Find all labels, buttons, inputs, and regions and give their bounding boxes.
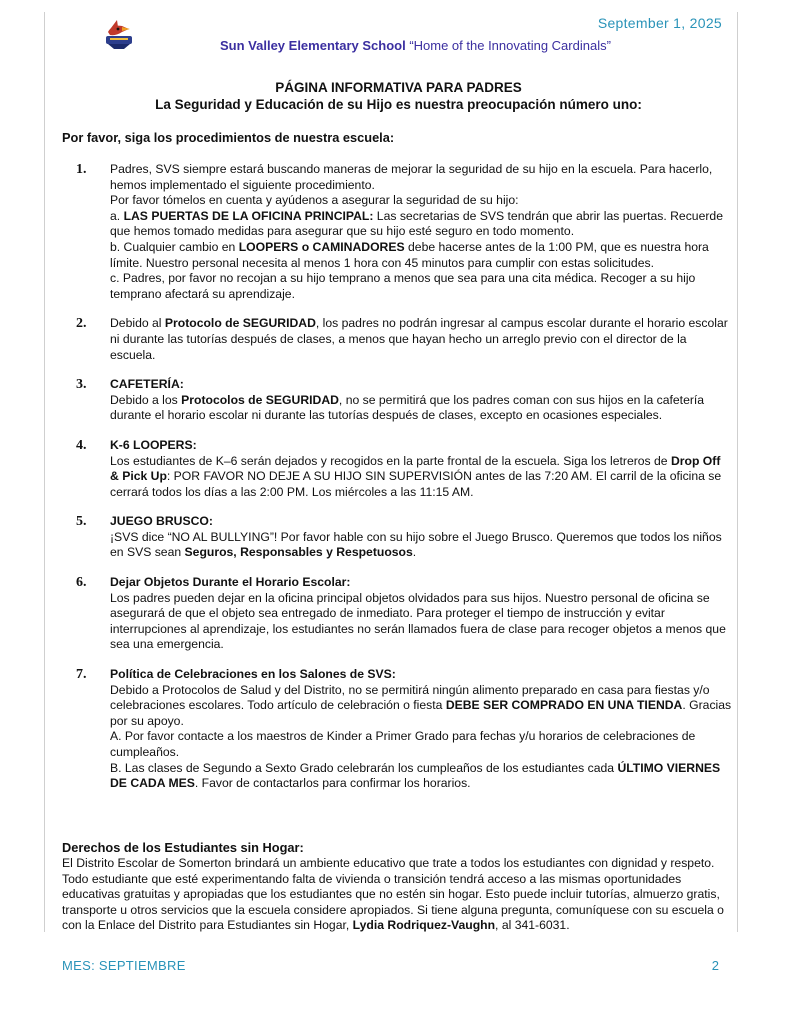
item-heading: Dejar Objetos Durante el Horario Escolar:: [110, 575, 351, 590]
item-text: Debido al Protocolo de SEGURIDAD, los padres no podrán ingresar al campus escolar durante el horario escolar ni durante las tutorías después de clases, a menos que hayan hecho un arreglo previo con el director de la escuela.: [110, 316, 728, 362]
item-body: [110, 377, 732, 424]
item-text: Debido a los Protocolos de SEGURIDAD, no se permitirá que los padres coman con sus hijos en la cafetería durante el horario escolar ni durante las tutorías después de clases, excepto en ocasiones especiales.: [110, 392, 705, 423]
item-sub-b: b. Cualquier cambio en LOOPERS o CAMINADORES debe hacerse antes de la 1:00 PM, que es nuestra hora límite. Nuestro personal necesita al menos 1 hora con 45 minutos para cumplir con estas solicitudes.: [110, 239, 709, 270]
item-number: 5.: [76, 514, 87, 530]
item-body: [110, 514, 732, 561]
item-heading: JUEGO BRUSCO:: [110, 514, 213, 529]
item-number: 1.: [76, 162, 87, 177]
list-item: [62, 438, 732, 500]
school-motto: “Home of the Innovating Cardinals”: [409, 38, 611, 53]
item-text: Padres, SVS siempre estará buscando maneras de mejorar la seguridad de su hijo en la escuela. Para hacerlo, hemos implementado el siguiente procedimiento.: [110, 162, 713, 192]
item-body: [110, 575, 732, 653]
item-body: [110, 316, 732, 363]
item-sub-a: A. Por favor contacte a los maestros de Kinder a Primer Grado para fechas y/u horarios de celebraciones de cumpleaños.: [110, 729, 696, 759]
footer-month: MES: SEPTIEMBRE: [62, 958, 186, 973]
header-date: September 1, 2025: [597, 15, 722, 31]
item-sub-a: a. LAS PUERTAS DE LA OFICINA PRINCIPAL: Las secretarias de SVS tendrán que abrir las puertas. Recuerde que hemos tomado medidas para asegurar que su hijo esté seguro en todo momento.: [110, 208, 723, 239]
contact-name: Lydia Rodriquez-Vaughn: [352, 918, 496, 933]
page-title: PÁGINA INFORMATIVA PARA PADRES: [275, 80, 522, 95]
list-item: [62, 667, 732, 792]
list-item: [62, 575, 732, 653]
page-subtitle: La Seguridad y Educación de su Hijo es nuestra preocupación número uno:: [155, 97, 642, 112]
item-sub-c: c. Padres, por favor no recojan a su hijo temprano a menos que sea para una cita médica. Recoger a su hijo temprano afectará su aprendizaje.: [110, 271, 696, 301]
item-number: 2.: [76, 316, 87, 332]
item-number: 3.: [76, 377, 87, 393]
item-text: Debido a Protocolos de Salud y del Distrito, no se permitirá ningún alimento preparado en casa para fiestas y/o celebraciones escolares. Todo artículo de celebración o fiesta DEBE SER COMPRADO EN UNA TIENDA. Gracias por su apoyo.: [110, 682, 732, 728]
school-header: [220, 38, 611, 53]
page-number: 2: [711, 958, 719, 973]
item-body: [110, 162, 732, 302]
list-item: [62, 316, 732, 363]
item-heading: CAFETERÍA:: [110, 377, 184, 392]
item-heading: K-6 LOOPERS:: [110, 437, 197, 452]
item-sub-b: B. Las clases de Segundo a Sexto Grado celebrarán los cumpleaños de los estudiantes cada ÚLTIMO VIERNES DE CADA MES. Favor de contactarlos para confirmar los horarios.: [110, 760, 721, 791]
left-margin-rule: [44, 12, 45, 932]
cardinal-logo: [102, 18, 136, 50]
homeless-text: El Distrito Escolar de Somerton brindará un ambiente educativo que trate a todos los estudiantes con dignidad y respeto. Todo estudiante que esté experimentando falta de vivienda o transición tendrá acceso a las mismas oportunidades educativas gratuitas y apropiadas que los estudiantes que no estén sin hogar. Esto puede incluir tutorías, almuerzo gratis, transporte u otros servicios que la escuela considere apropiados. Si tiene alguna pregunta, comuníquese con su escuela o con la Enlace del Distrito para Estudiantes sin Hogar, Lydia Rodriquez-Vaughn, al 341-6031.: [62, 856, 724, 933]
item-body: [110, 667, 732, 792]
item-body: [110, 438, 732, 500]
item-number: 4.: [76, 437, 87, 453]
list-item: [62, 514, 732, 561]
school-name: Sun Valley Elementary School: [220, 38, 406, 53]
right-margin-rule: [737, 12, 738, 932]
item-text: Por favor tómelos en cuenta y ayúdenos a asegurar la seguridad de su hijo:: [110, 193, 519, 208]
procedure-list: [62, 162, 732, 806]
intro-heading: Por favor, siga los procedimientos de nuestra escuela:: [62, 130, 395, 145]
item-number: 7.: [76, 667, 87, 683]
item-text: Los padres pueden dejar en la oficina principal objetos olvidados para sus hijos. Nuestro personal de oficina se asegurará de que el objeto sea entregado de inmediato. Para proteger el tiempo de instrucción y evitar interrupciones al aprendizaje, los estudiantes no serán llamados fuera de clase para recoger objetos a menos que sea una emergencia.: [110, 590, 726, 652]
list-item: [62, 162, 732, 302]
homeless-heading: Derechos de los Estudiantes sin Hogar:: [62, 840, 304, 855]
list-item: [62, 377, 732, 424]
item-text: ¡SVS dice “NO AL BULLYING”! Por favor hable con su hijo sobre el Juego Brusco. Queremos que todos los niños en SVS sean Seguros, Responsables y Respetuosos.: [110, 529, 722, 560]
item-number: 6.: [76, 575, 87, 591]
item-text: Los estudiantes de K–6 serán dejados y recogidos en la parte frontal de la escuela. Siga los letreros de Drop Off & Pick Up: POR FAVOR NO DEJE A SU HIJO SIN SUPERVISIÓN antes de las 7:20 AM. El carril de la oficina se cerrará todos los días a las 2:00 PM. Los miércoles a las 11:15 AM.: [110, 453, 722, 499]
item-heading: Política de Celebraciones en los Salones de SVS:: [110, 667, 396, 682]
